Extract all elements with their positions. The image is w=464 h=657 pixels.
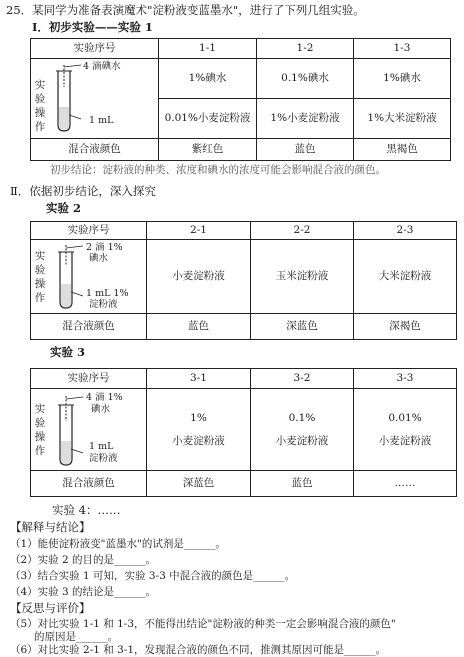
exp1-color-1: 紫红色 <box>159 139 257 161</box>
seq-header: 实验序号 <box>31 222 147 240</box>
exp3-starch-2: 小麦淀粉液 <box>275 434 329 447</box>
exp2-starch-2: 玉米淀粉液 <box>251 240 354 314</box>
exp2-color-3: 深褐色 <box>354 314 457 340</box>
question-4: （4）实验 3 的结论是______。 <box>10 586 157 598</box>
operation-label: 实验操作 <box>34 403 46 457</box>
experiment3-title: 实验 3 <box>50 345 86 359</box>
experiment2-table <box>30 221 457 340</box>
exp2-color-1: 蓝色 <box>147 314 251 340</box>
exp2-tube-bottom-label-2: 淀粉液 <box>89 299 118 310</box>
question-5-line-1: （5）对比实验 1-1 和 1-3，不能得出结论"淀粉液的种类一定会影响混合液的颜色" <box>10 618 396 630</box>
experiment3-table <box>30 368 457 497</box>
experiment1-table <box>30 38 451 161</box>
exp2-col-1: 2-1 <box>147 222 251 240</box>
exp2-col-3: 2-3 <box>354 222 457 240</box>
exp1-col-3: 1-3 <box>354 39 451 59</box>
exp3-color-2: 蓝色 <box>251 471 354 497</box>
exp3-color-3: …… <box>354 471 457 497</box>
exp2-tube-top-label-2: 碘水 <box>89 253 109 264</box>
section1-title: Ⅰ．初步实验——实验 1 <box>32 20 153 34</box>
exp3-tube-bottom-label-2: 淀粉液 <box>89 453 118 464</box>
exp2-operation-cell <box>31 240 147 314</box>
experiment2-title: 实验 2 <box>46 201 82 215</box>
exp3-conc-2: 0.1% <box>288 411 316 424</box>
question-3: （3）结合实验 1 可知，实验 3-3 中混合液的颜色是______。 <box>10 570 296 582</box>
exp1-col-1: 1-1 <box>159 39 257 59</box>
color-header: 混合液颜色 <box>31 314 147 340</box>
exp2-tube-bottom-label-1: 1 mL 1% <box>86 288 129 299</box>
exp3-starch-3: 小麦淀粉液 <box>378 434 432 447</box>
question-1: （1）能使淀粉液变"蓝墨水"的试剂是______。 <box>10 538 226 550</box>
seq-header: 实验序号 <box>31 39 159 59</box>
exp3-cell-3 <box>354 389 457 471</box>
operation-label: 实验操作 <box>34 79 46 133</box>
preliminary-conclusion: 初步结论：淀粉液的种类、浓度和碘水的浓度可能会影响混合液的颜色。 <box>50 164 386 176</box>
operation-label: 实验操作 <box>34 250 46 304</box>
exp1-iodine-2: 0.1%碘水 <box>257 59 354 99</box>
exp3-operation-cell <box>31 389 147 471</box>
test-tube-icon <box>51 393 85 469</box>
exp3-tube-bottom-label-1: 1 mL <box>89 441 114 452</box>
section2-title: Ⅱ．依据初步结论，深入探究 <box>10 184 156 198</box>
exp1-starch-1: 0.01%小麦淀粉液 <box>159 99 257 139</box>
seq-header: 实验序号 <box>31 369 147 389</box>
test-tube-icon <box>51 242 85 312</box>
exp3-conc-1: 1% <box>190 411 207 424</box>
question-5-line-2: 的原因是______。 <box>34 631 118 643</box>
exp1-iodine-1: 1%碘水 <box>159 59 257 99</box>
exp2-tube-top-label-1: 2 滴 1% <box>86 242 123 253</box>
exp3-tube-top-label-2: 碘水 <box>91 404 111 415</box>
exp1-operation-cell <box>31 59 159 139</box>
exp2-starch-1: 小麦淀粉液 <box>147 240 251 314</box>
exp3-col-1: 3-1 <box>147 369 251 389</box>
exp3-tube-top-label-1: 4 滴 1% <box>86 392 123 403</box>
test-tube-icon <box>51 63 83 135</box>
exp1-tube-top-label: 4 滴碘水 <box>83 61 121 72</box>
exp3-cell-1 <box>147 389 251 471</box>
exp2-starch-3: 大米淀粉液 <box>354 240 457 314</box>
exp1-col-2: 1-2 <box>257 39 354 59</box>
exp3-col-2: 3-2 <box>251 369 354 389</box>
exp3-conc-3: 0.01% <box>388 411 422 424</box>
exp1-tube-bottom-label: 1 mL <box>89 115 114 126</box>
exp2-col-2: 2-2 <box>251 222 354 240</box>
exp3-color-1: 深蓝色 <box>147 471 251 497</box>
question-intro: 25．某同学为准备表演魔术"淀粉液变蓝墨水"，进行了下列几组实验。 <box>6 3 365 17</box>
exp3-col-3: 3-3 <box>354 369 457 389</box>
color-header: 混合液颜色 <box>31 471 147 497</box>
exp3-starch-1: 小麦淀粉液 <box>172 434 225 447</box>
explain-heading: 【解释与结论】 <box>10 520 91 534</box>
exp1-color-3: 黑褐色 <box>354 139 451 161</box>
question-6: （6）对比实验 2-1 和 3-1，发现混合液的颜色不同，推测其原因可能是______。 <box>10 644 387 656</box>
reflect-heading: 【反思与评价】 <box>10 601 91 615</box>
exp3-cell-2 <box>251 389 354 471</box>
exp1-starch-3: 1%大米淀粉液 <box>354 99 451 139</box>
exp1-starch-2: 1%小麦淀粉液 <box>257 99 354 139</box>
experiment4-line: 实验 4：…… <box>52 503 121 517</box>
question-2: （2）实验 2 的目的是______。 <box>10 554 157 566</box>
exp1-iodine-3: 1%碘水 <box>354 59 451 99</box>
exp2-color-2: 深蓝色 <box>251 314 354 340</box>
exp1-color-2: 蓝色 <box>257 139 354 161</box>
color-header: 混合液颜色 <box>31 139 159 161</box>
